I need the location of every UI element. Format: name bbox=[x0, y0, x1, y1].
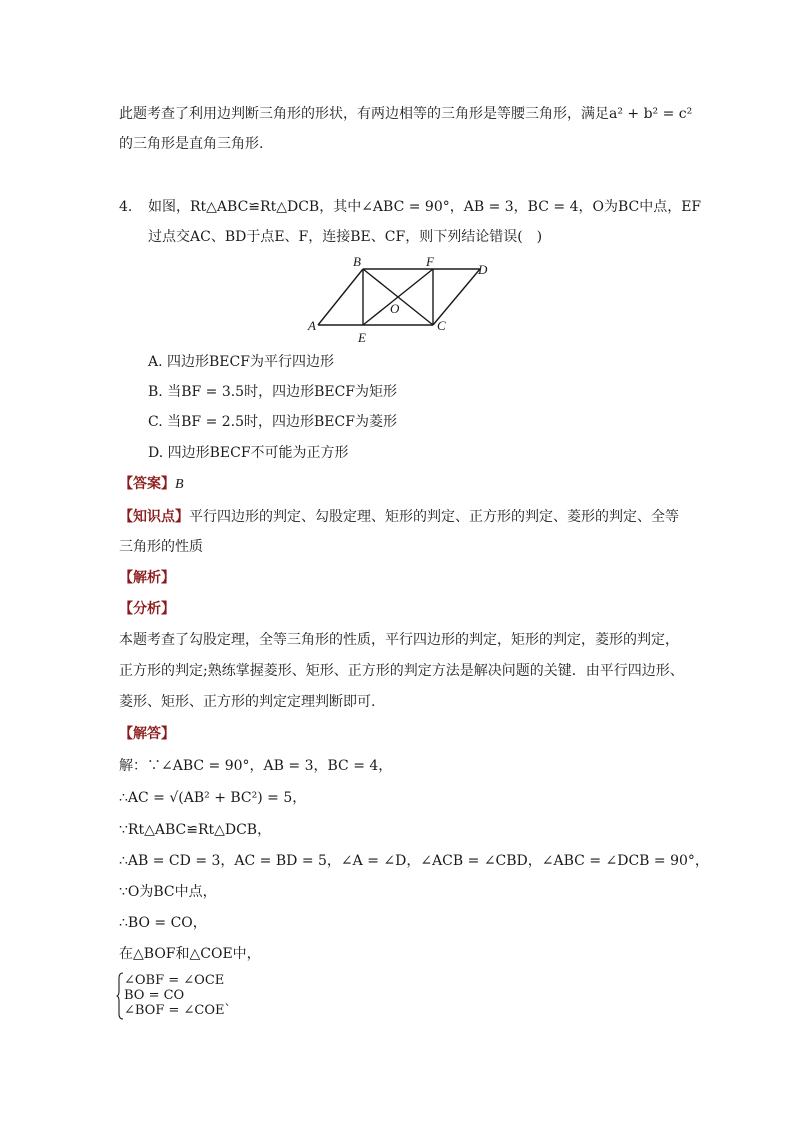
system-line-1: ∠OBF = ∠OCE bbox=[124, 973, 225, 988]
fenxi-line-1: 本题考查了勾股定理，全等三角形的性质，平行四边形的判定，矩形的判定，菱形的判定， bbox=[119, 632, 679, 648]
edge-cd bbox=[433, 269, 480, 325]
answer-row bbox=[119, 474, 184, 495]
answer-value: B bbox=[175, 477, 184, 492]
solution-label: 【解答】 bbox=[119, 726, 175, 742]
option-d: D. 四边形BECF不可能为正方形 bbox=[148, 445, 349, 461]
knowledge-text-1: 平行四边形的判定、勾股定理、矩形的判定、正方形的判定、菱形的判定、全等 bbox=[189, 509, 679, 525]
left-brace bbox=[116, 972, 124, 1020]
label-d: D bbox=[478, 262, 488, 277]
knowledge-row bbox=[119, 507, 679, 527]
question-number: 4. bbox=[119, 199, 133, 215]
fenxi-line-2: 正方形的判定;熟练掌握菱形、矩形、正方形的判定方法是解决问题的关键．由平行四边形、 bbox=[119, 663, 684, 679]
solution-line-1: 解：∵∠ABC = 90°，AB = 3，BC = 4， bbox=[119, 758, 393, 774]
label-b: B bbox=[353, 254, 361, 269]
label-f: F bbox=[426, 254, 434, 269]
label-a: A bbox=[308, 318, 316, 333]
fenxi-line-3: 菱形、矩形、正方形的判定定理判断即可. bbox=[119, 694, 376, 710]
solution-line-5: ∵O为BC中点， bbox=[119, 884, 217, 900]
label-c: C bbox=[437, 318, 446, 333]
option-b: B. 当BF = 3.5时，四边形BECF为矩形 bbox=[148, 384, 398, 400]
solution-line-3: ∵Rt△ABC≌Rt△DCB， bbox=[119, 822, 272, 838]
knowledge-label: 【知识点】 bbox=[119, 509, 189, 525]
parallelogram-figure bbox=[300, 252, 500, 344]
option-a: A. 四边形BECF为平行四边形 bbox=[148, 354, 334, 370]
solution-line-7: 在△BOF和△COE中， bbox=[119, 946, 261, 962]
label-o: O bbox=[390, 301, 400, 316]
edge-ab bbox=[318, 269, 363, 325]
intro-line-1: 此题考查了利用边判断三角形的形状，有两边相等的三角形是等腰三角形，满足a² + b² = c² bbox=[119, 106, 693, 122]
solution-line-6: ∴BO = CO， bbox=[119, 915, 207, 931]
option-c: C. 当BF = 2.5时，四边形BECF为菱形 bbox=[148, 414, 397, 430]
intro-line-2: 的三角形是直角三角形. bbox=[119, 136, 264, 152]
fenxi-label: 【分析】 bbox=[119, 601, 175, 617]
label-e: E bbox=[358, 330, 366, 344]
system-line-2: BO = CO bbox=[124, 988, 185, 1003]
question-line-1: 如图，Rt△ABC≌Rt△DCB，其中∠ABC = 90°，AB = 3，BC = 4，O为BC中点，EF bbox=[148, 199, 702, 215]
question-line-2: 过点交AC、BD于点E、F，连接BE、CF，则下列结论错误( ) bbox=[148, 229, 543, 245]
analysis-label: 【解析】 bbox=[119, 570, 175, 586]
knowledge-text-2: 三角形的性质 bbox=[119, 539, 203, 555]
answer-label: 【答案】 bbox=[119, 476, 175, 492]
solution-line-2: ∴AC = √(AB² + BC²) = 5， bbox=[119, 790, 307, 806]
solution-line-4: ∴AB = CD = 3，AC = BD = 5，∠A = ∠D，∠ACB = ∠CBD，∠ABC = ∠DCB = 90°， bbox=[119, 853, 709, 869]
system-line-3: ∠BOF = ∠COE` bbox=[124, 1003, 232, 1018]
